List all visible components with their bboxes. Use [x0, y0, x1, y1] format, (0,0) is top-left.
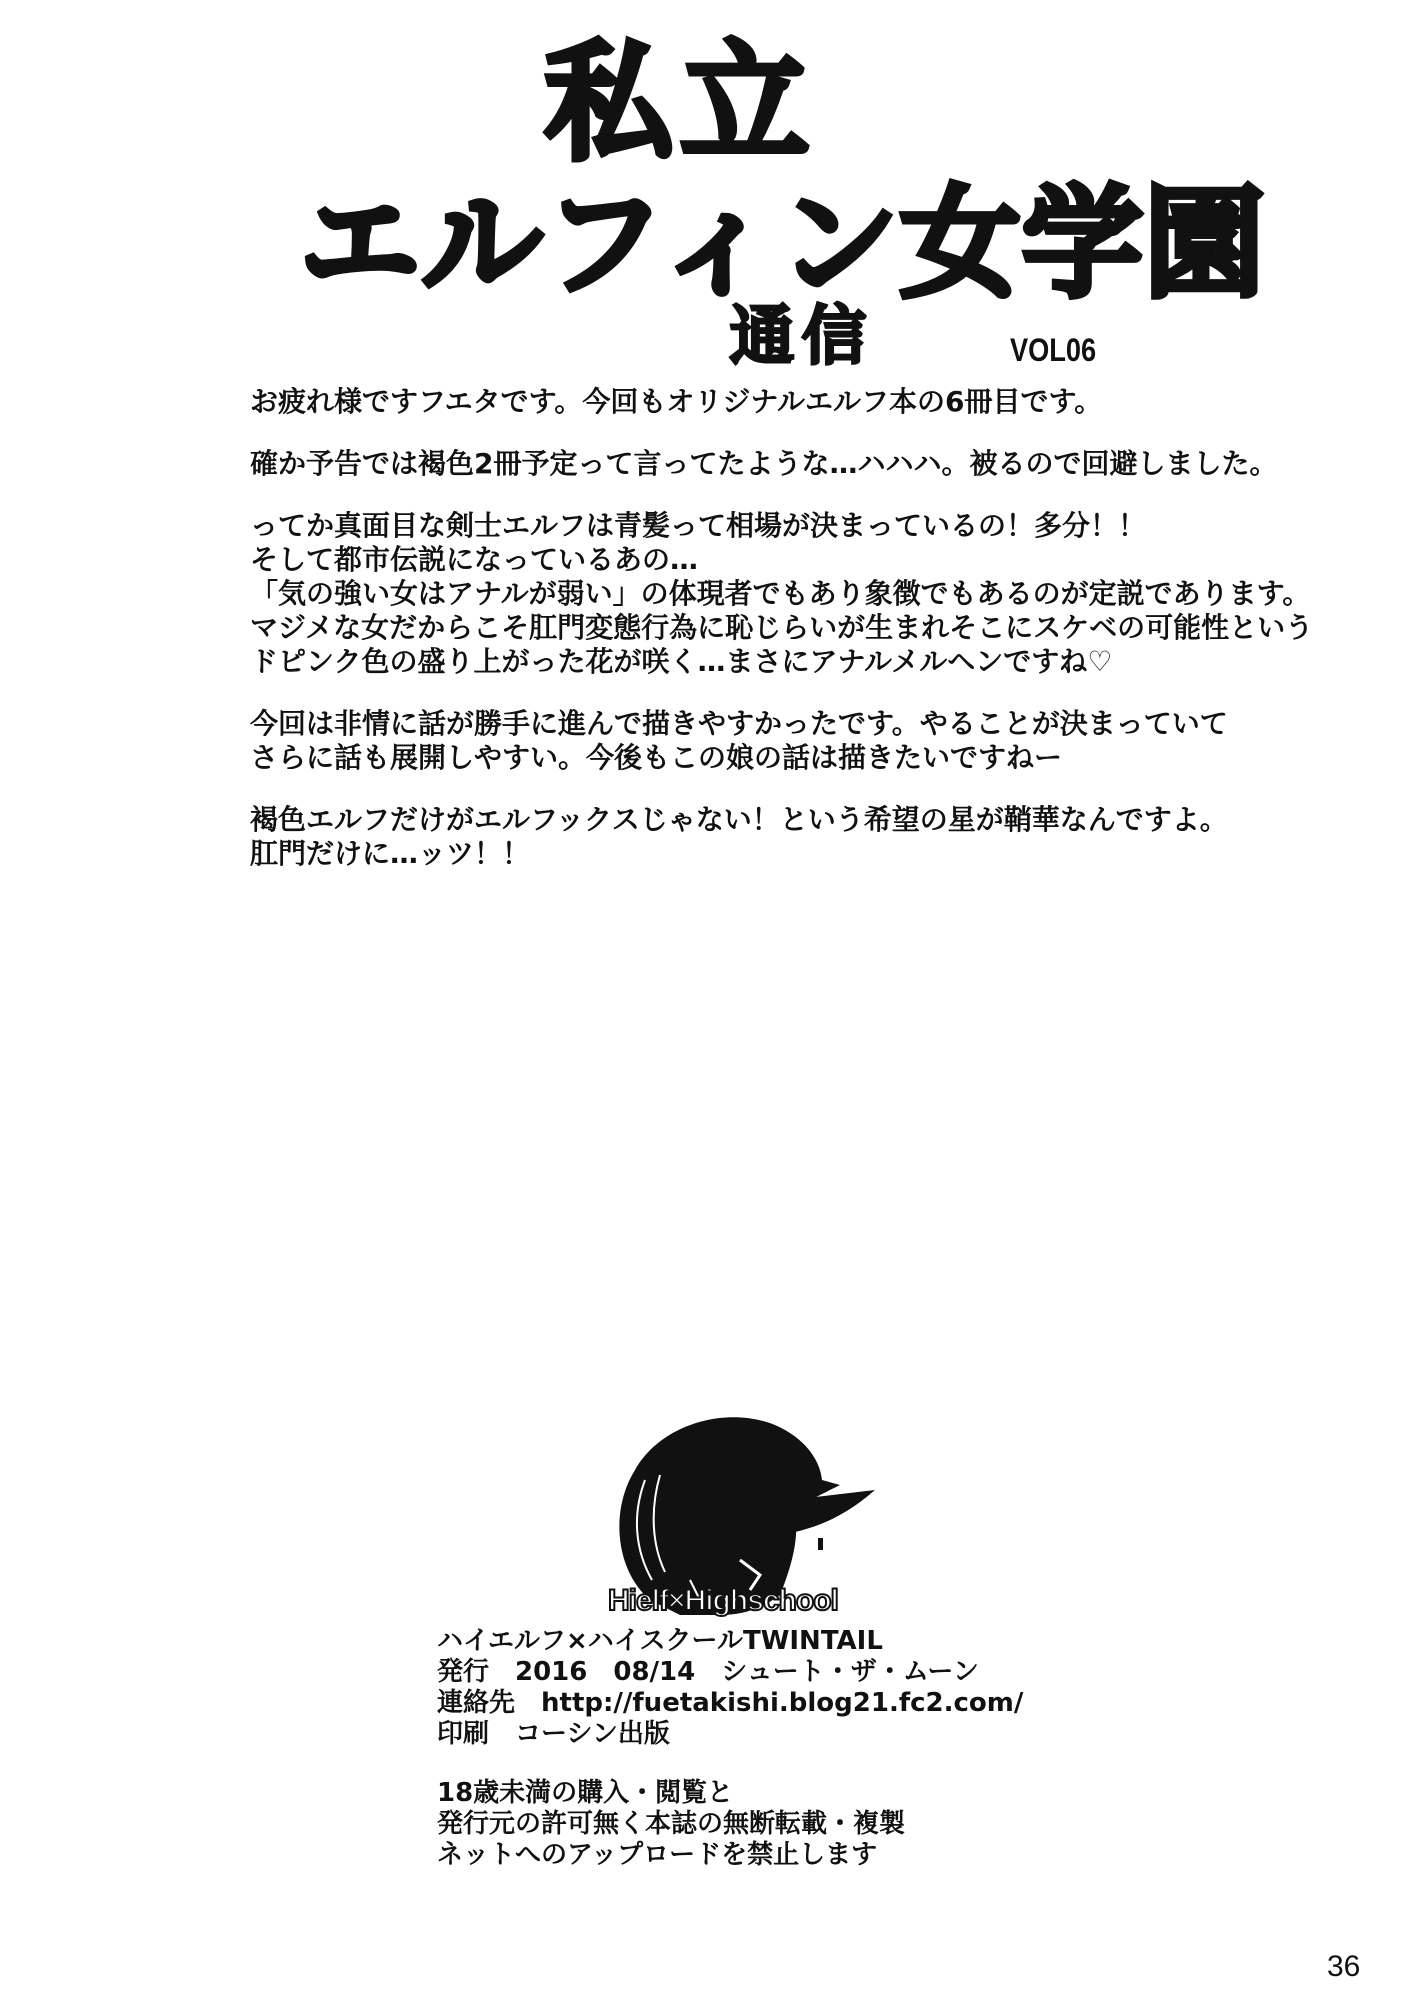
- spacer: [437, 1750, 1023, 1778]
- title-line1: 私立: [545, 29, 818, 178]
- paragraph-line: お疲れ様ですフエタです。今回もオリジナルエルフ本の6冊目です。: [250, 385, 1103, 418]
- colophon-published: 発行 2016 08/14 シュート・ザ・ムーン: [437, 1657, 979, 1687]
- paragraph-line: ドピンク色の盛り上がった花が咲く…まさにアナルメルヘンですね♡: [250, 645, 1113, 678]
- paragraph-line: 褐色エルフだけがエルフックスじゃない！という希望の星が鞘華なんですよ。: [250, 803, 1228, 836]
- notice-line: 18歳未満の購入・閲覧と: [437, 1778, 734, 1808]
- paragraph-2: [250, 447, 1290, 481]
- colophon-contact: 連絡先 http://fuetakishi.blog21.fc2.com/: [437, 1688, 1024, 1718]
- paragraph-line: ってか真面目な剣士エルフは青髪って相場が決まっているの！多分！！: [250, 509, 1147, 542]
- logo-text: Hielf×Highschool: [608, 1584, 838, 1617]
- colophon-printing: 印刷 コーシン出版: [437, 1719, 670, 1749]
- paragraph-line: 「気の強い女はアナルが弱い」の体現者でもあり象徴でもあるのが定説であります。: [250, 577, 1311, 610]
- volume-label: VOL06: [1010, 332, 1097, 368]
- paragraph-line: 今回は非情に話が勝手に進んで描きやすかったです。やることが決まっていて: [250, 707, 1228, 740]
- notice-line: ネットへのアップロードを禁止します: [437, 1840, 878, 1870]
- paragraph-line: そして都市伝説になっているあの…: [250, 543, 699, 576]
- paragraph-3: [250, 509, 1314, 679]
- notice-line: 発行元の許可無く本誌の無断転載・複製: [437, 1809, 906, 1839]
- title-line2: エルフィン女学園: [300, 175, 1267, 314]
- page-number: 36: [1327, 1950, 1361, 1983]
- body-text: [250, 385, 1314, 899]
- paragraph-line: 肛門だけに…ッツ！！: [250, 837, 531, 870]
- paragraph-1: [250, 385, 1290, 419]
- paragraph-line: 確か予告では褐色2冊予定って言ってたような…ハハハ。被るので回避しました。: [250, 447, 1278, 480]
- colophon: [437, 1626, 1023, 1871]
- paragraph-5: [250, 803, 1290, 871]
- paragraph-line: マジメな女だからこそ肛門変態行為に恥じらいが生まれそこにスケベの可能性という: [250, 611, 1314, 644]
- paragraph-4: [250, 707, 1290, 775]
- subtitle: 通信: [730, 300, 874, 374]
- paragraph-line: さらに話も展開しやすい。今後もこの娘の話は描きたいですねー: [250, 741, 1063, 774]
- masthead: [300, 29, 1267, 374]
- colophon-title: ハイエルフ×ハイスクールTWINTAIL: [437, 1626, 883, 1656]
